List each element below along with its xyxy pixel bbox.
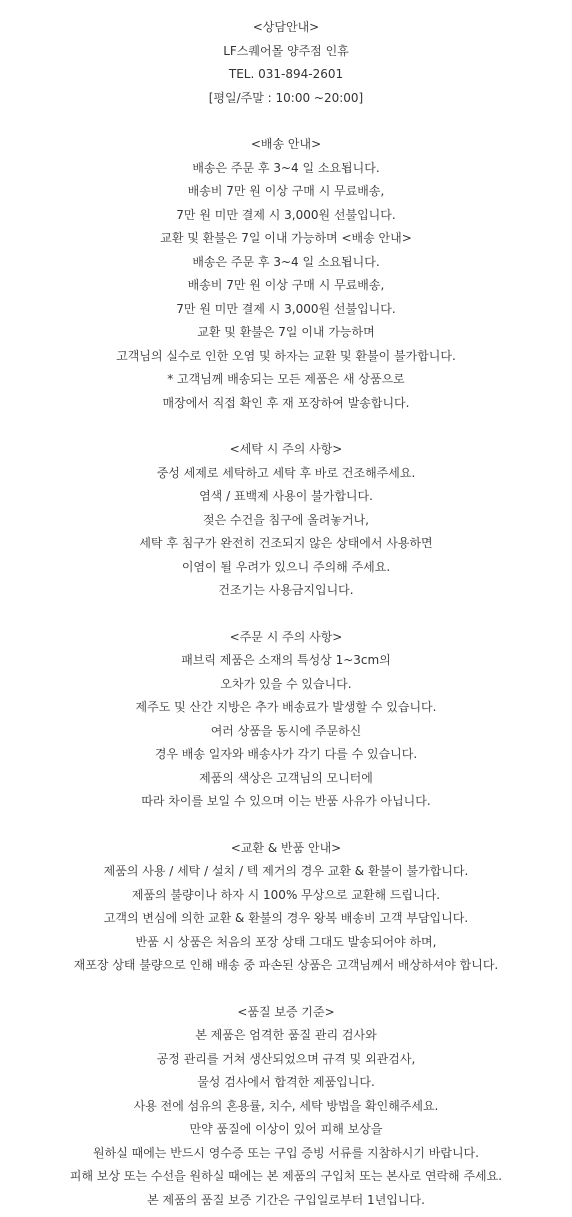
section-heading: <품질 보증 기준> (237, 1004, 335, 1019)
notice-line: 반품 시 상품은 처음의 포장 상태 그대도 발송되어야 하며, (135, 934, 437, 949)
order-section (0, 626, 572, 814)
notice-line: 여러 상품을 동시에 주문하신 (210, 723, 362, 738)
notice-line: 만약 품질에 이상이 있어 피해 보상을 (189, 1122, 383, 1136)
washing-section (0, 438, 572, 603)
notice-line: 제품의 사용 / 세탁 / 설치 / 텍 제거의 경우 교환 & 환불이 불가합니다. (103, 864, 469, 878)
notice-line: TEL. 031-894-2601 (228, 67, 344, 81)
notice-line: 공정 관리를 거쳐 생산되었으며 규격 및 외관검사, (156, 1051, 416, 1066)
notice-line: * 고객님께 배송되는 모든 제품은 새 상품으로 (167, 372, 405, 386)
notice-line: 고객님의 실수로 인한 오염 및 하자는 교환 및 환불이 불가합니다. (116, 348, 456, 363)
section-heading: <배송 안내> (250, 137, 322, 151)
quality-guarantee-section (0, 1001, 572, 1213)
notice-line: 배송은 주문 후 3~4 일 소요됩니다. (192, 160, 380, 175)
consultation-section (0, 16, 572, 110)
notice-line: 본 제품은 엄격한 품질 관리 검사와 (195, 1028, 377, 1042)
notice-line: 염색 / 표백제 사용이 불가합니다. (199, 489, 373, 503)
notice-line: 원하실 때에는 반드시 영수증 또는 구입 증빙 서류를 지참하시기 바랍니다. (93, 1145, 479, 1160)
notice-line: 따라 차이를 보일 수 있으며 이는 반품 사유가 아닙니다. (141, 794, 431, 808)
notice-line: 오차가 있을 수 있습니다. (220, 676, 352, 691)
notice-line: 건조기는 사용금지입니다. (218, 583, 354, 597)
shipping-section (0, 133, 572, 415)
notice-line: 배송비 7만 원 이상 구매 시 무료배송, (187, 278, 385, 292)
exchange-return-section (0, 837, 572, 978)
section-heading: <교환 & 반품 안내> (230, 840, 342, 855)
notice-line: 7만 원 미만 결제 시 3,000원 선불입니다. (176, 207, 396, 222)
notice-line: 교환 및 환불은 7일 이내 가능하며 <배송 안내> (160, 231, 412, 245)
notice-line: 경우 배송 일자와 배송사가 각기 다를 수 있습니다. (154, 747, 418, 761)
notice-line: [평일/주말 : 10:00 ~20:00] (208, 90, 364, 105)
section-heading: <상담안내> (252, 20, 320, 34)
section-heading: <세탁 시 주의 사항> (229, 442, 343, 456)
notice-line: 매장에서 직접 확인 후 재 포장하여 발송합니다. (162, 395, 410, 410)
notice-line: 젖은 수건을 침구에 올려놓거나, (203, 512, 369, 527)
notice-line: LF스퀘어몰 양주점 인휴 (223, 43, 349, 58)
notice-line: 제품의 색상은 고객님의 모니터에 (199, 770, 373, 785)
notice-line: 제품의 불량이나 하자 시 100% 무상으로 교환해 드립니다. (131, 887, 441, 902)
notice-line: 물성 검사에서 합격한 제품입니다. (197, 1075, 375, 1089)
notice-line: 배송은 주문 후 3~4 일 소요됩니다. (192, 254, 380, 269)
notice-line: 제주도 및 산간 지방은 추가 배송료가 발생할 수 있습니다. (135, 700, 437, 714)
notice-line: 피해 보상 또는 수선을 원하실 때에는 본 제품의 구입처 또는 본사로 연락해 주세요. (69, 1169, 503, 1183)
notice-line: 교환 및 환불은 7일 이내 가능하며 (197, 325, 375, 339)
notice-line: 고객의 변심에 의한 교환 & 환불의 경우 왕복 배송비 고객 부담입니다. (103, 911, 469, 925)
section-heading: <주문 시 주의 사항> (229, 629, 343, 644)
notice-line: 이염이 될 우려가 있으니 주의해 주세요. (181, 559, 391, 574)
notice-line: 중성 세제로 세탁하고 세탁 후 바로 건조해주세요. (156, 465, 416, 480)
notice-line: 7만 원 미만 결제 시 3,000원 선불입니다. (176, 301, 396, 316)
notice-line: 본 제품의 품질 보증 기간은 구입일로부터 1년입니다. (147, 1192, 425, 1207)
notice-line: 사용 전에 섬유의 혼용률, 치수, 세탁 방법을 확인해주세요. (133, 1098, 439, 1113)
notice-line: 재포장 상태 불량으로 인해 배송 중 파손된 상품은 고객님께서 배상하셔야 합니다. (73, 958, 499, 972)
notice-line: 패브릭 제품은 소재의 특성상 1~3cm의 (181, 653, 391, 667)
notice-line: 세탁 후 침구가 완전히 건조되지 않은 상태에서 사용하면 (139, 536, 433, 550)
notice-line: 배송비 7만 원 이상 구매 시 무료배송, (187, 184, 385, 198)
